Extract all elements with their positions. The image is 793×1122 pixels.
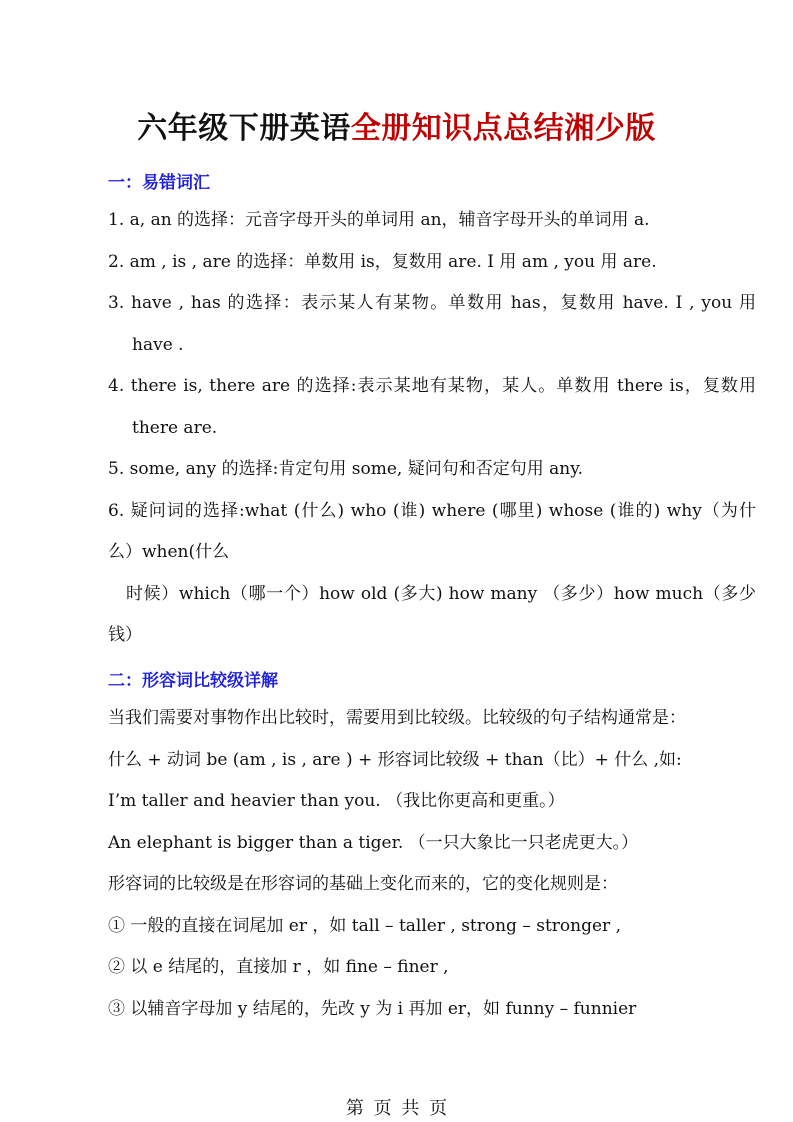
paragraph-line: 6. 疑问词的选择:what (什么) who (谁) where (哪里) whose (谁的) why（为什 xyxy=(108,501,756,521)
paragraph-line: have . xyxy=(132,335,184,355)
paragraph-line: 时候）which（哪一个）how old (多大) how many （多少）how much（多少 xyxy=(126,584,756,604)
paragraph-line: 2. am , is , are 的选择：单数用 is，复数用 are. I 用 am , you 用 are. xyxy=(108,252,657,272)
title-black-part: 六年级下册英语 xyxy=(137,111,351,146)
paragraph-line: 形容词的比较级是在形容词的基础上变化而来的，它的变化规则是： xyxy=(108,874,618,894)
paragraph-line: 4. there is, there are 的选择:表示某地有某物，某人。单数用 there is，复数用 xyxy=(108,376,756,396)
paragraph-line: there are. xyxy=(132,418,218,438)
paragraph-line: 钱） xyxy=(108,625,142,645)
paragraph-line: 3. have , has 的选择：表示某人有某物。单数用 has，复数用 have. I , you 用 xyxy=(108,293,756,313)
paragraph-line: 当我们需要对事物作出比较时，需要用到比较级。比较级的句子结构通常是： xyxy=(108,708,686,728)
paragraph-line: ① 一般的直接在词尾加 er ，如 tall – taller , strong – stronger , xyxy=(108,916,621,936)
paragraph-line: 1. a, an 的选择：元音字母开头的单词用 an，辅音字母开头的单词用 a. xyxy=(108,210,650,230)
paragraph-line: ② 以 e 结尾的，直接加 r ，如 fine – finer , xyxy=(108,957,449,977)
paragraph-line: 么）when(什么 xyxy=(108,542,230,562)
page-footer: 第 页 共 页 xyxy=(345,1098,448,1119)
paragraph-line: I’m taller and heavier than you. （我比你更高和更重。） xyxy=(108,791,565,811)
paragraph-line: 什么 + 动词 be (am , is , are ) + 形容词比较级 + than（比）+ 什么 ,如: xyxy=(108,750,682,770)
section-heading-vocabulary: 一：易错词汇 xyxy=(108,173,210,193)
paragraph-line: An elephant is bigger than a tiger. （一只大象比一只老虎更大。） xyxy=(108,833,639,853)
title-red-part: 全册知识点总结湘少版 xyxy=(350,111,656,146)
paragraph-line: 5. some, any 的选择:肯定句用 some, 疑问句和否定句用 any. xyxy=(108,459,583,479)
page-title xyxy=(0,103,793,147)
section-heading-comparatives: 二：形容词比较级详解 xyxy=(108,671,278,691)
paragraph-line: ③ 以辅音字母加 y 结尾的，先改 y 为 i 再加 er，如 funny – funnier xyxy=(108,999,637,1019)
